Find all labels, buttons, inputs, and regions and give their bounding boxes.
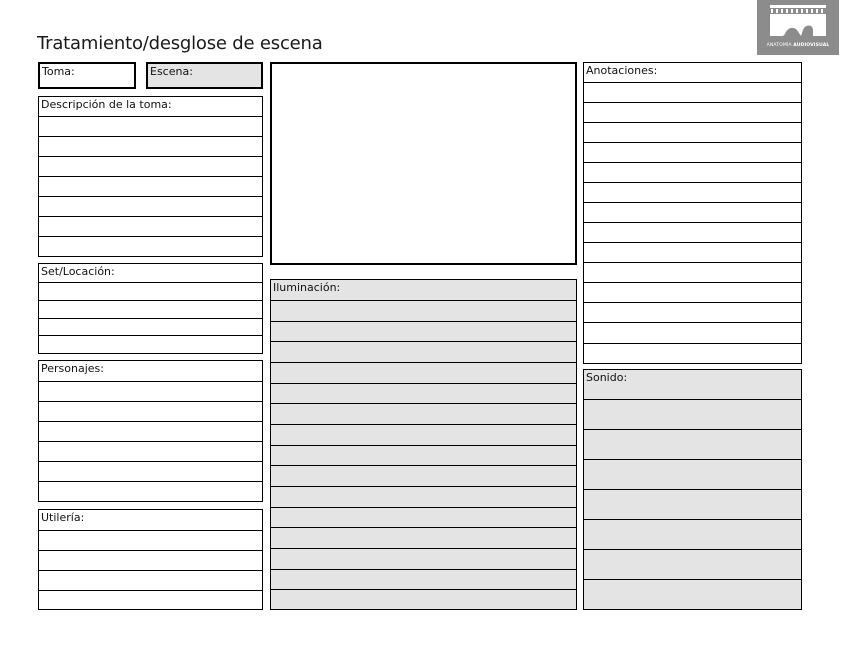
sonido-line	[584, 489, 801, 490]
personajes-line	[39, 461, 262, 462]
utileria-line	[39, 570, 262, 571]
iluminacion-line	[271, 548, 576, 549]
utileria-line	[39, 530, 262, 531]
descripcion-line	[39, 176, 262, 177]
personajes-label: Personajes:	[41, 362, 104, 375]
storyboard-frame[interactable]	[270, 62, 577, 265]
iluminacion-line	[271, 589, 576, 590]
set-locacion-line	[39, 282, 262, 283]
anotaciones-line	[584, 202, 801, 203]
descripcion-label: Descripción de la toma:	[41, 98, 172, 111]
personajes-line	[39, 481, 262, 482]
anotaciones-line	[584, 282, 801, 283]
descripcion-section[interactable]	[38, 96, 263, 257]
toma-field[interactable]	[38, 62, 136, 89]
anotaciones-line	[584, 122, 801, 123]
anotaciones-line	[584, 343, 801, 344]
set-locacion-line	[39, 318, 262, 319]
iluminacion-line	[271, 341, 576, 342]
iluminacion-line	[271, 569, 576, 570]
set-locacion-line	[39, 300, 262, 301]
utileria-line	[39, 550, 262, 551]
anotaciones-line	[584, 242, 801, 243]
anotaciones-line	[584, 182, 801, 183]
sonido-line	[584, 429, 801, 430]
iluminacion-line	[271, 507, 576, 508]
descripcion-line	[39, 116, 262, 117]
iluminacion-line	[271, 300, 576, 301]
utileria-section[interactable]	[38, 509, 263, 610]
personajes-section[interactable]	[38, 360, 263, 502]
iluminacion-line	[271, 403, 576, 404]
escena-label: Escena:	[150, 65, 193, 78]
set-locacion-label: Set/Locación:	[41, 265, 115, 278]
anotaciones-section[interactable]	[583, 62, 802, 364]
anotaciones-line	[584, 262, 801, 263]
anotaciones-line	[584, 82, 801, 83]
descripcion-line	[39, 236, 262, 237]
descripcion-line	[39, 196, 262, 197]
utileria-line	[39, 590, 262, 591]
anotaciones-line	[584, 302, 801, 303]
anotaciones-line	[584, 322, 801, 323]
descripcion-line	[39, 216, 262, 217]
sonido-line	[584, 459, 801, 460]
iluminacion-line	[271, 465, 576, 466]
sonido-section[interactable]	[583, 369, 802, 610]
sonido-line	[584, 399, 801, 400]
iluminacion-line	[271, 445, 576, 446]
descripcion-line	[39, 156, 262, 157]
escena-field[interactable]	[146, 62, 263, 89]
anotaciones-line	[584, 102, 801, 103]
personajes-line	[39, 421, 262, 422]
iluminacion-line	[271, 486, 576, 487]
sonido-line	[584, 549, 801, 550]
descripcion-line	[39, 136, 262, 137]
personajes-line	[39, 441, 262, 442]
page-title: Tratamiento/desglose de escena	[37, 33, 323, 54]
toma-label: Toma:	[42, 65, 75, 78]
anotaciones-line	[584, 142, 801, 143]
sonido-label: Sonido:	[586, 371, 628, 384]
iluminacion-line	[271, 527, 576, 528]
personajes-line	[39, 401, 262, 402]
iluminacion-line	[271, 321, 576, 322]
utileria-label: Utilería:	[41, 511, 85, 524]
sonido-line	[584, 519, 801, 520]
iluminacion-line	[271, 383, 576, 384]
brand-logo: ANATOMÍA AUDIOVISUAL	[757, 0, 839, 55]
anotaciones-line	[584, 222, 801, 223]
anotaciones-label: Anotaciones:	[586, 64, 658, 77]
iluminacion-label: Iluminación:	[273, 281, 341, 294]
anotaciones-line	[584, 162, 801, 163]
personajes-line	[39, 381, 262, 382]
set-locacion-section[interactable]	[38, 263, 263, 354]
iluminacion-section[interactable]	[270, 279, 577, 610]
sonido-line	[584, 579, 801, 580]
iluminacion-line	[271, 362, 576, 363]
iluminacion-line	[271, 424, 576, 425]
set-locacion-line	[39, 335, 262, 336]
